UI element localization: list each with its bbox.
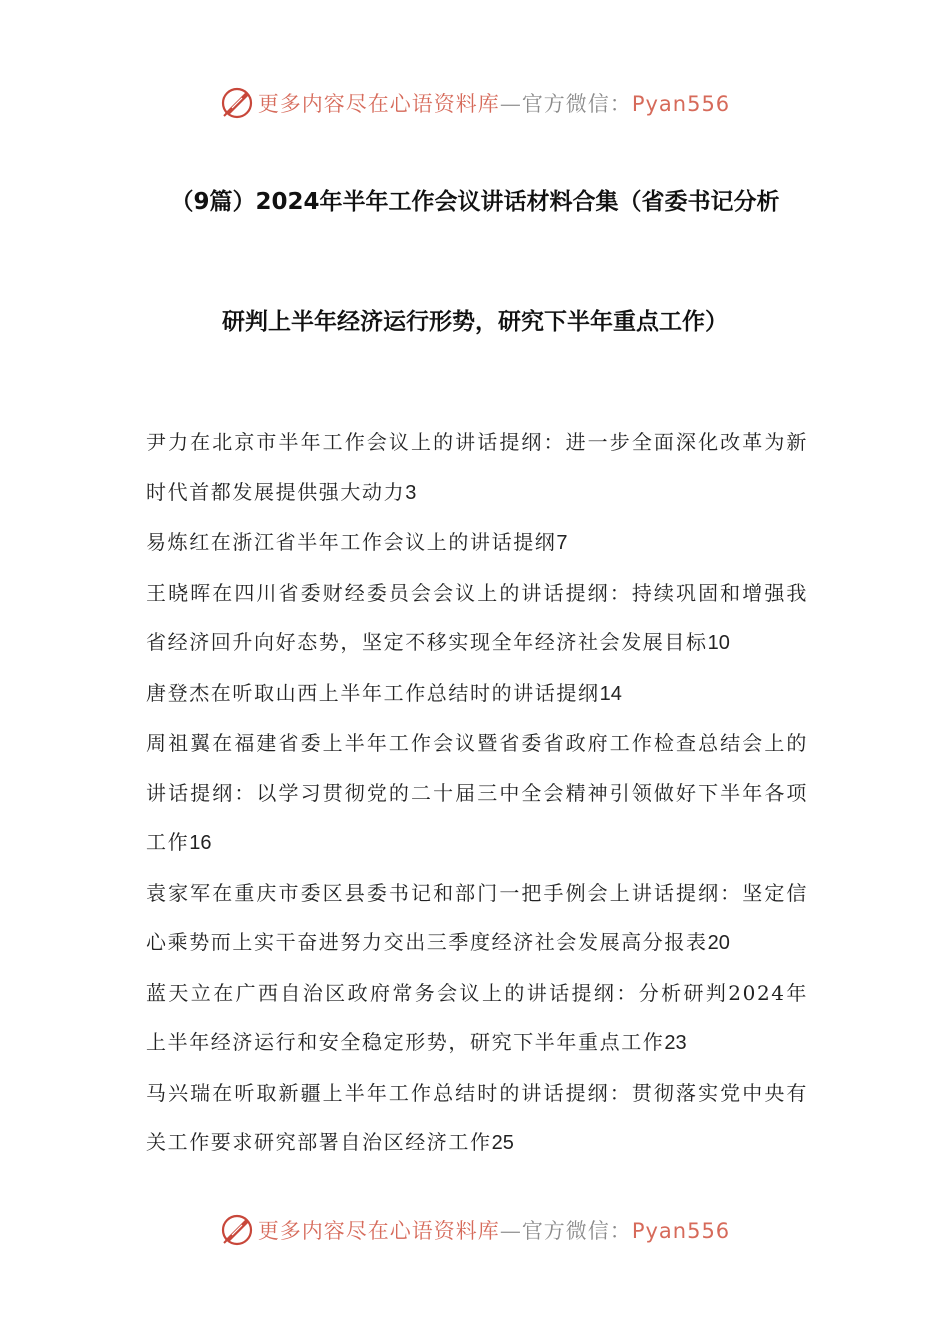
footer-watermark: [0, 1210, 950, 1250]
watermark-brand: Pyan556: [631, 92, 731, 116]
toc-entry[interactable]: [146, 569, 808, 669]
watermark-middle: 官方微信：: [521, 1219, 632, 1243]
quill-pen-logo-icon: [220, 1213, 254, 1247]
watermark-middle: 官方微信：: [521, 92, 632, 116]
toc-entry-page: 14: [599, 682, 622, 705]
quill-pen-logo-icon: [220, 86, 254, 120]
document-title-line-2: 研判上半年经济运行形势，研究下半年重点工作）: [222, 309, 728, 335]
toc-entry-page: 7: [556, 532, 568, 554]
toc-entry-text: 易炼红在浙江省半年工作会议上的讲话提纲: [146, 530, 557, 554]
toc-entry-text: 马兴瑞在听取新疆上半年工作总结时的讲话提纲：贯彻落实党中央有关工作要求研究部署自治区经济工作: [146, 1080, 808, 1154]
toc-entry-page: 23: [664, 1032, 687, 1054]
toc-entry[interactable]: [146, 1069, 808, 1169]
table-of-contents: [146, 418, 808, 1169]
toc-entry-page: 10: [707, 632, 730, 654]
toc-entry[interactable]: [146, 969, 808, 1069]
toc-entry-text: 王晓晖在四川省委财经委员会会议上的讲话提纲：持续巩固和增强我省经济回升向好态势，坚定不移实现全年经济社会发展目标: [146, 580, 808, 654]
toc-entry-text: 袁家军在重庆市委区县委书记和部门一把手例会上讲话提纲：坚定信心乘势而上实干奋进努力交出三季度经济社会发展高分报表: [146, 880, 808, 954]
toc-entry-page: 3: [405, 481, 417, 504]
toc-entry-text: 尹力在北京市半年工作会议上的讲话提纲：进一步全面深化改革为新时代首都发展提供强大动力: [146, 430, 808, 504]
watermark-prefix: 更多内容尽在心语资料库: [257, 92, 500, 116]
toc-entry-text: 唐登杰在听取山西上半年工作总结时的讲话提纲: [146, 680, 600, 705]
document-title-line-1: （9篇）2024年半年工作会议讲话材料合集（省委书记分析: [170, 189, 780, 215]
header-watermark: [0, 83, 950, 123]
toc-entry-page: 16: [189, 832, 212, 854]
toc-entry-page: 25: [491, 1132, 514, 1154]
toc-entry[interactable]: [146, 719, 808, 869]
toc-entry[interactable]: [146, 869, 808, 969]
toc-entry[interactable]: [146, 518, 808, 569]
watermark-dash: —: [499, 92, 522, 116]
toc-entry-text: 周祖翼在福建省委上半年工作会议暨省委省政府工作检查总结会上的讲话提纲：以学习贯彻党的二十届三中全会精神引领做好下半年各项工作: [146, 731, 808, 854]
toc-entry-page: 20: [707, 932, 730, 954]
toc-entry[interactable]: [146, 669, 808, 720]
watermark-dash: —: [499, 1219, 522, 1243]
watermark-prefix: 更多内容尽在心语资料库: [257, 1219, 500, 1243]
toc-entry-text: 蓝天立在广西自治区政府常务会议上的讲话提纲：分析研判2024年上半年经济运行和安全稳定形势，研究下半年重点工作: [146, 980, 808, 1054]
watermark-brand: Pyan556: [631, 1219, 731, 1243]
toc-entry[interactable]: [146, 418, 808, 518]
